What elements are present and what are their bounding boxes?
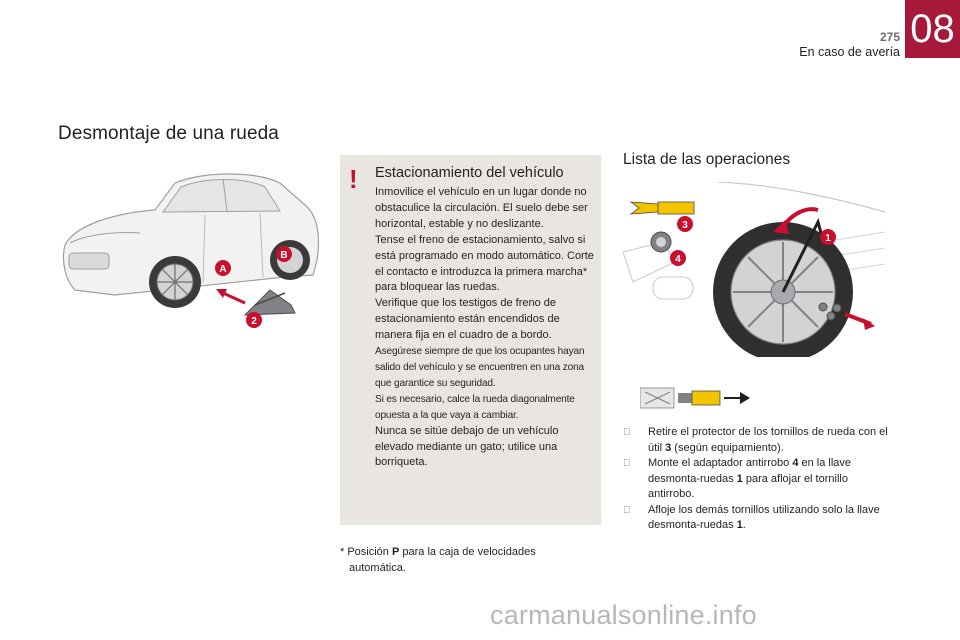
step-text: en la llave desmonta-ruedas — [648, 457, 852, 485]
step-ref: 3 — [665, 441, 672, 454]
footnote-line2: automática. — [349, 561, 406, 574]
footnote — [340, 545, 600, 576]
wheel-illustration — [623, 182, 885, 357]
warning-text — [375, 185, 595, 471]
operations-title: Lista de las operaciones — [623, 151, 791, 168]
step-ref: 1 — [736, 519, 743, 531]
warning-paragraph: Asegúrese siempre de que los ocupantes hayan salido del vehículo y se encuentren en una zona que garantice su seguridad. — [375, 346, 585, 389]
label-a: A — [219, 264, 227, 275]
chapter-title: En caso de avería — [799, 45, 900, 59]
step-text: (según equipamiento). — [671, 441, 784, 454]
step-text: Monte el adaptador antirrobo — [648, 457, 793, 469]
label-3: 3 — [682, 220, 688, 231]
footnote-gear: P — [391, 546, 400, 558]
checkbox-icon — [623, 425, 631, 441]
page-number: 275 — [879, 30, 900, 44]
warning-paragraph: Inmovilice el vehículo en un lugar donde no obstaculice la circulación. El suelo debe ser horizontal, estable y no deslizante. — [375, 186, 588, 230]
list-item — [623, 456, 893, 503]
watermark: carmanualsonline.info — [490, 600, 757, 630]
warning-paragraph: Verifique que los testigos de freno de estacionamiento están encendidos de manera fija en el cuadro de a bordo. — [375, 297, 560, 342]
step-text: . — [742, 519, 746, 531]
checkbox-icon — [623, 456, 631, 472]
step-text: para aflojar el tornillo antirrobo. — [648, 472, 848, 500]
step-text: Afloje los demás tornillos utilizando solo la llave desmonta-ruedas — [648, 503, 880, 531]
warning-paragraph: Nunca se sitúe debajo de un vehículo elevado mediante un gato; utilice una borriqueta. — [375, 424, 559, 469]
warning-icon: ! — [349, 164, 358, 194]
footnote-prefix: Posición — [344, 546, 392, 558]
label-4: 4 — [675, 254, 681, 265]
footnote-star: * — [340, 546, 345, 558]
checkbox-icon — [623, 503, 631, 519]
section-title: Desmontaje de una rueda — [58, 123, 279, 144]
operation-steps — [623, 425, 893, 534]
warning-title: Estacionamiento del vehículo — [375, 165, 564, 181]
footnote-suffix: para la caja de velocidades — [399, 546, 536, 558]
step-ref: 4 — [792, 457, 799, 469]
step-text: Retire el protector de los tornillos de rueda con el útil — [648, 426, 888, 454]
label-b: B — [280, 250, 288, 261]
warning-paragraph: Si es necesario, calce la rueda diagonalmente opuesta a la que vaya a cambiar. — [375, 393, 575, 421]
label-2: 2 — [251, 316, 257, 327]
tool-strip-illustration — [640, 382, 755, 414]
chapter-tab: 08 — [905, 0, 960, 58]
warning-paragraph: Tense el freno de estacionamiento, salvo si está programado en modo automático. Corte el contacto e introduzca la primera marcha* para bloquear las ruedas. — [375, 233, 594, 294]
list-item — [623, 425, 893, 456]
label-1: 1 — [825, 233, 831, 244]
list-item — [623, 503, 893, 534]
car-illustration — [55, 165, 325, 335]
step-ref: 1 — [736, 472, 743, 485]
